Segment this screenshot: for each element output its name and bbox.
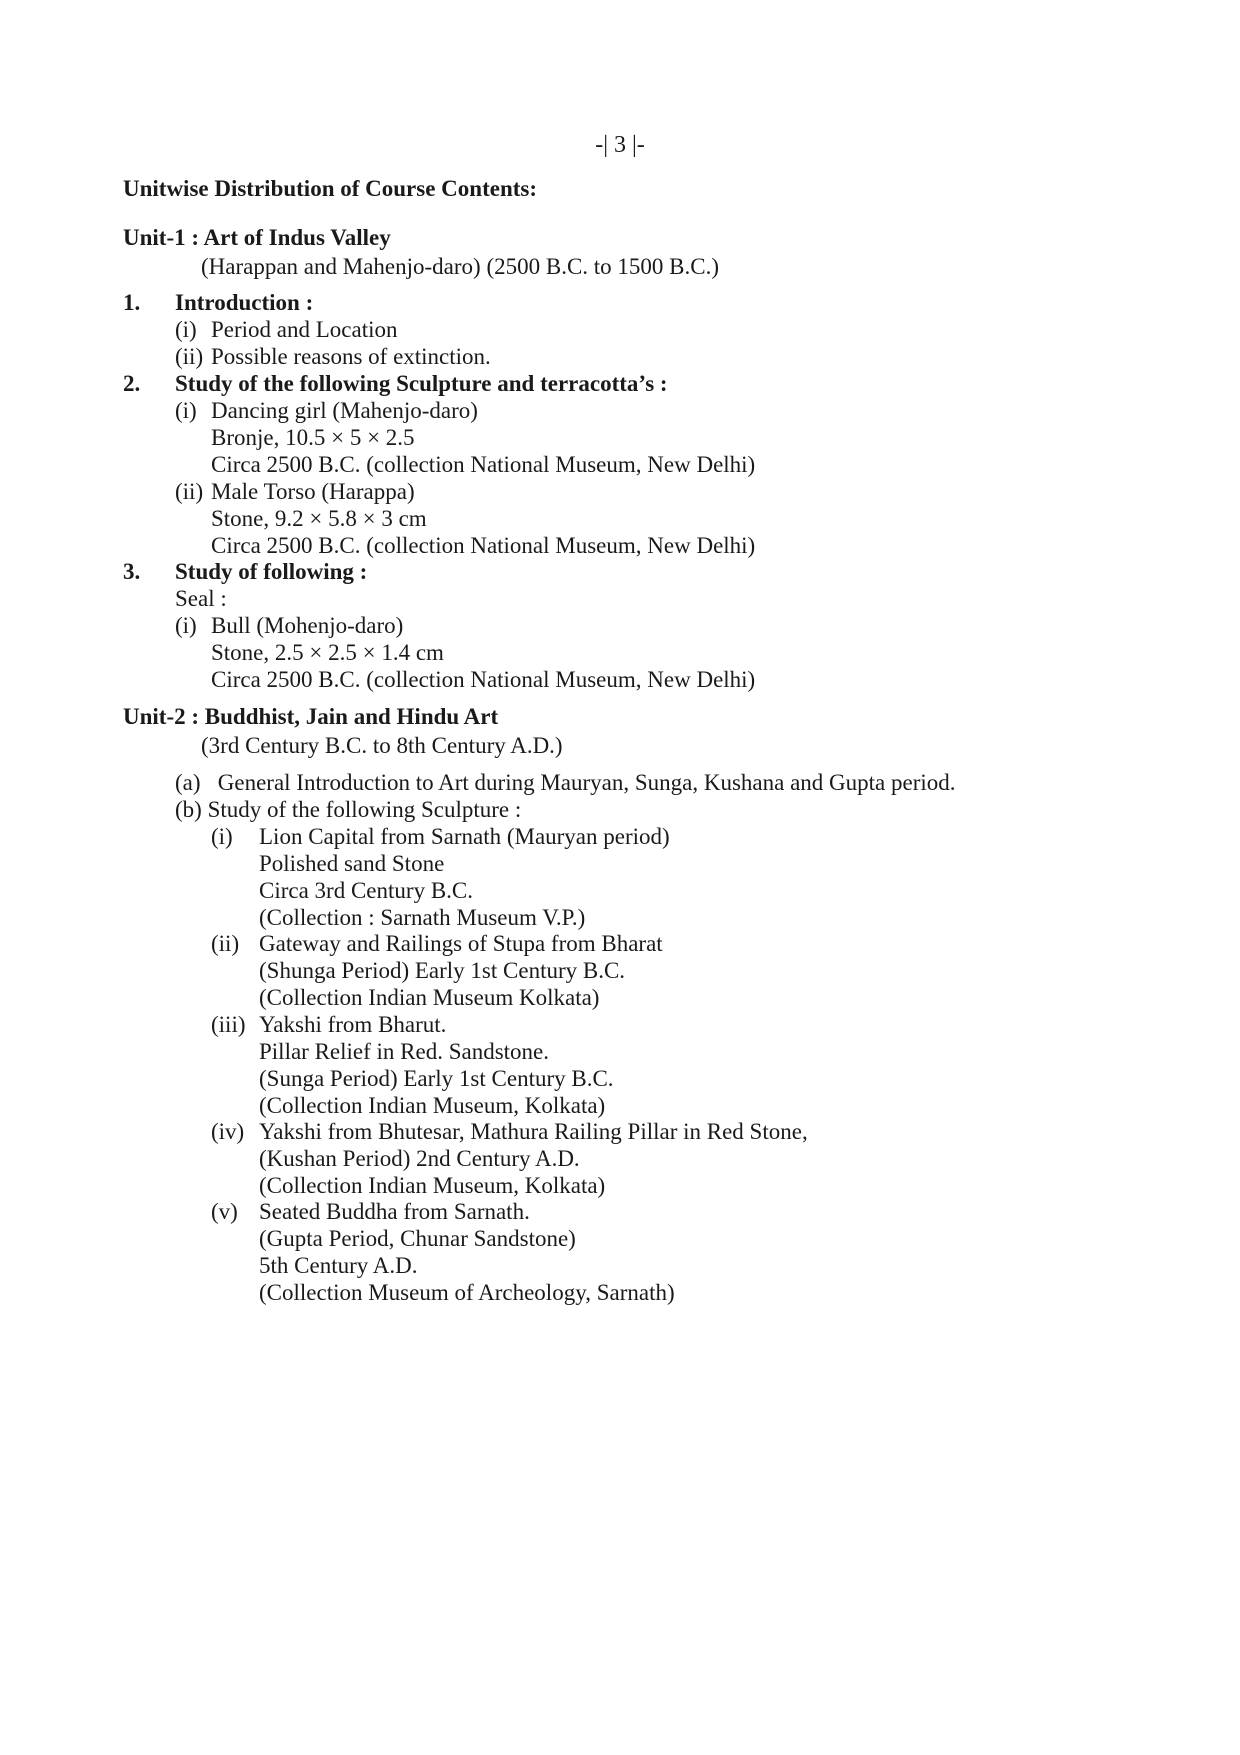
section-title: Introduction : [175,290,314,315]
item-text: (Sunga Period) Early 1st Century B.C. [259,1066,614,1091]
unit2-title: Unit-2 : Buddhist, Jain and Hindu Art [123,704,499,729]
section-title: Study of following : [175,559,368,584]
item-marker: (ii) [175,479,204,504]
item-marker: (ii) [175,344,204,369]
item-text: Lion Capital from Sarnath (Mauryan period) [259,824,670,849]
unit1-title: Unit-1 : Art of Indus Valley [123,225,391,250]
item-text: Polished sand Stone [259,851,445,876]
page-number: -| 3 |- [595,132,645,158]
item-text: Seated Buddha from Sarnath. [259,1199,530,1224]
item-text: Circa 2500 B.C. (collection National Museum, New Delhi) [211,667,756,692]
section-number: 3. [123,559,141,584]
item-marker: (iv) [211,1119,245,1144]
item-text: (Collection Indian Museum Kolkata) [259,985,600,1010]
page-heading: Unitwise Distribution of Course Contents: [123,176,537,201]
item-text: Pillar Relief in Red. Sandstone. [259,1039,550,1064]
item-marker: (i) [211,824,233,849]
item-marker: (iii) [211,1012,246,1037]
item-text: Dancing girl (Mahenjo-daro) [211,398,478,423]
item-marker: (i) [175,317,197,342]
item-text: 5th Century A.D. [259,1253,418,1278]
item-text: Circa 2500 B.C. (collection National Museum, New Delhi) [211,533,756,558]
item-text: Bronje, 10.5 × 5 × 2.5 [211,425,415,450]
item-a: (a) General Introduction to Art during Mauryan, Sunga, Kushana and Gupta period. [175,770,956,795]
item-text: (Collection : Sarnath Museum V.P.) [259,905,586,930]
section-number: 2. [123,371,141,396]
item-text: Male Torso (Harappa) [211,479,415,504]
item-marker: (i) [175,613,197,638]
item-text: (Shunga Period) Early 1st Century B.C. [259,958,626,983]
item-marker: (v) [211,1199,238,1224]
item-text: Circa 3rd Century B.C. [259,878,473,903]
section-number: 1. [123,290,141,315]
item-marker: (i) [175,398,197,423]
item-text: (Kushan Period) 2nd Century A.D. [259,1146,580,1171]
item-text: Stone, 9.2 × 5.8 × 3 cm [211,506,427,531]
item-text: (Collection Indian Museum, Kolkata) [259,1173,606,1198]
unit1-subtitle: (Harappan and Mahenjo-daro) (2500 B.C. to 1500 B.C.) [201,254,720,279]
item-text: Yakshi from Bharut. [259,1012,447,1037]
item-text: Stone, 2.5 × 2.5 × 1.4 cm [211,640,444,665]
seal-label: Seal : [175,586,227,611]
item-text: Gateway and Railings of Stupa from Bharat [259,931,663,956]
item-text: (Gupta Period, Chunar Sandstone) [259,1226,576,1251]
item-text: (Collection Museum of Archeology, Sarnath) [259,1280,675,1305]
item-marker: (ii) [211,931,240,956]
item-text: Period and Location [211,317,398,342]
item-text: (Collection Indian Museum, Kolkata) [259,1093,606,1118]
item-text: Possible reasons of extinction. [211,344,491,369]
unit2-subtitle: (3rd Century B.C. to 8th Century A.D.) [201,733,563,758]
item-text: Bull (Mohenjo-daro) [211,613,404,638]
item-text: Yakshi from Bhutesar, Mathura Railing Pillar in Red Stone, [259,1119,808,1144]
item-text: Circa 2500 B.C. (collection National Museum, New Delhi) [211,452,756,477]
item-b: (b) Study of the following Sculpture : [175,797,522,822]
section-title: Study of the following Sculpture and terracotta’s : [175,371,668,396]
